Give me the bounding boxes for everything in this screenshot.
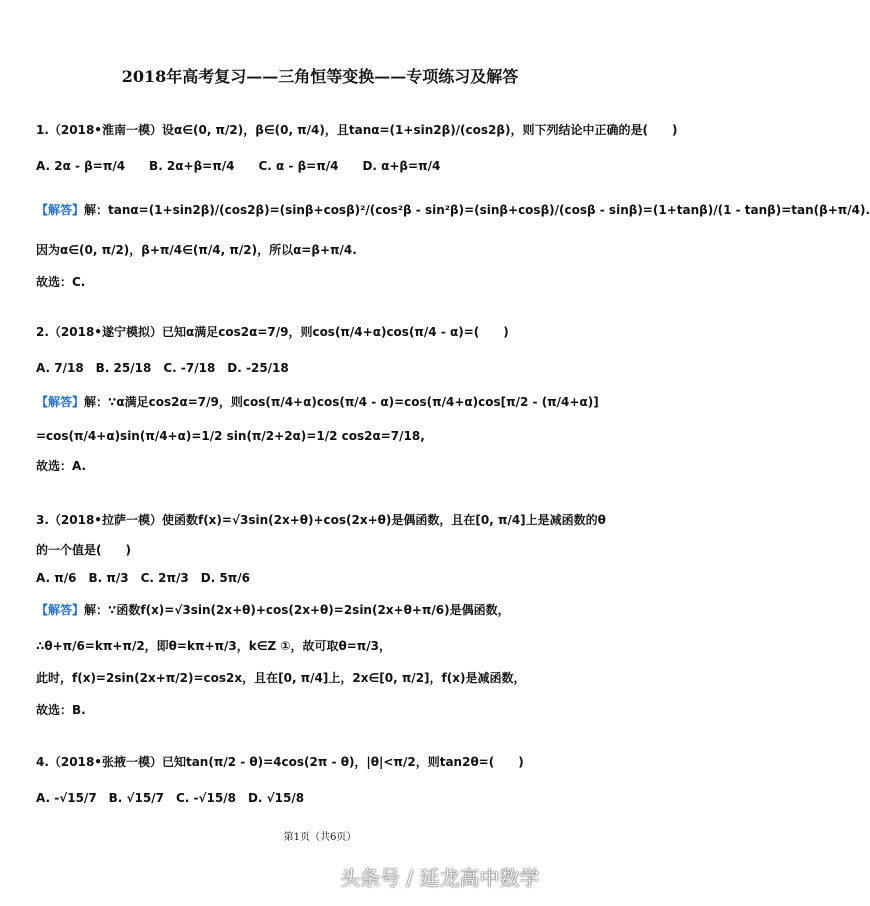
solution-label: 【解答】 bbox=[36, 203, 85, 217]
problem-3-options: A. π/6 B. π/3 C. 2π/3 D. 5π/6 bbox=[36, 571, 250, 585]
page-title: 2018年高考复习——三角恒等变换——专项练习及解答 bbox=[121, 67, 519, 86]
problem-3-solution-line-3: 此时，f(x)=2sin(2x+π/2)=cos2x，且在[0, π/4]上，2x∈[0, π/2]，f(x)是减函数， bbox=[36, 671, 526, 685]
problem-4-options: A. -√15/7 B. √15/7 C. -√15/8 D. √15/8 bbox=[36, 791, 305, 805]
solution-label: 【解答】 bbox=[36, 603, 85, 617]
problem-4-question: 4.（2018•张掖一模）已知tan(π/2 - θ)=4cos(2π - θ)，|θ|<π/2，则tan2θ=( ) bbox=[36, 755, 524, 769]
problem-2-options: A. 7/18 B. 25/18 C. -7/18 D. -25/18 bbox=[36, 361, 289, 375]
problem-2-solution-line-2: =cos(π/4+α)sin(π/4+α)=1/2 sin(π/2+2α)=1/2 cos2α=7/18, bbox=[36, 429, 425, 443]
problem-2-answer: 故选：A. bbox=[36, 459, 87, 473]
problem-1-question: 1.（2018•淮南一模）设α∈(0, π/2)，β∈(0, π/4)，且tanα=(1+sin2β)/(cos2β)，则下列结论中正确的是( ) bbox=[36, 123, 678, 137]
problem-1-options: A. 2α - β=π/4 B. 2α+β=π/4 C. α - β=π/4 D. α+β=π/4 bbox=[36, 159, 441, 173]
problem-3-question: 3.（2018•拉萨一模）使函数f(x)=√3sin(2x+θ)+cos(2x+θ)是偶函数，且在[0, π/4]上是减函数的θ bbox=[36, 513, 606, 527]
problem-1-solution-line-2: 因为α∈(0, π/2)，β+π/4∈(π/4, π/2)，所以α=β+π/4. bbox=[36, 243, 357, 257]
problem-3-solution bbox=[36, 600, 622, 620]
problem-3-question-cont: 的一个值是( ) bbox=[36, 543, 131, 557]
problem-2-solution bbox=[36, 392, 622, 412]
problem-2-question: 2.（2018•遂宁模拟）已知α满足cos2α=7/9，则cos(π/4+α)cos(π/4 - α)=( ) bbox=[36, 325, 509, 339]
watermark: 头条号 / 延龙高中数学 bbox=[340, 866, 540, 890]
problem-3-answer: 故选：B. bbox=[36, 703, 86, 717]
problem-1-solution bbox=[36, 200, 870, 220]
solution-label: 【解答】 bbox=[36, 395, 85, 409]
problem-1-answer: 故选：C. bbox=[36, 275, 86, 289]
page-footer: 第1页（共6页） bbox=[283, 832, 357, 843]
solution-line: 解：tanα=(1+sin2β)/(cos2β)=(sinβ+cosβ)²/(cos²β - sin²β)=(sinβ+cosβ)/(cosβ - sinβ)=(1+tanβ)/(1 - tanβ)=tan(β+π/4). bbox=[84, 203, 870, 217]
solution-line: 解：∵函数f(x)=√3sin(2x+θ)+cos(2x+θ)=2sin(2x+θ+π/6)是偶函数， bbox=[84, 603, 510, 617]
problem-3-solution-line-2: ∴θ+π/6=kπ+π/2，即θ=kπ+π/3，k∈Z ①，故可取θ=π/3， bbox=[36, 639, 392, 653]
solution-line: 解：∵α满足cos2α=7/9，则cos(π/4+α)cos(π/4 - α)=cos(π/4+α)cos[π/2 - (π/4+α)] bbox=[84, 395, 599, 409]
